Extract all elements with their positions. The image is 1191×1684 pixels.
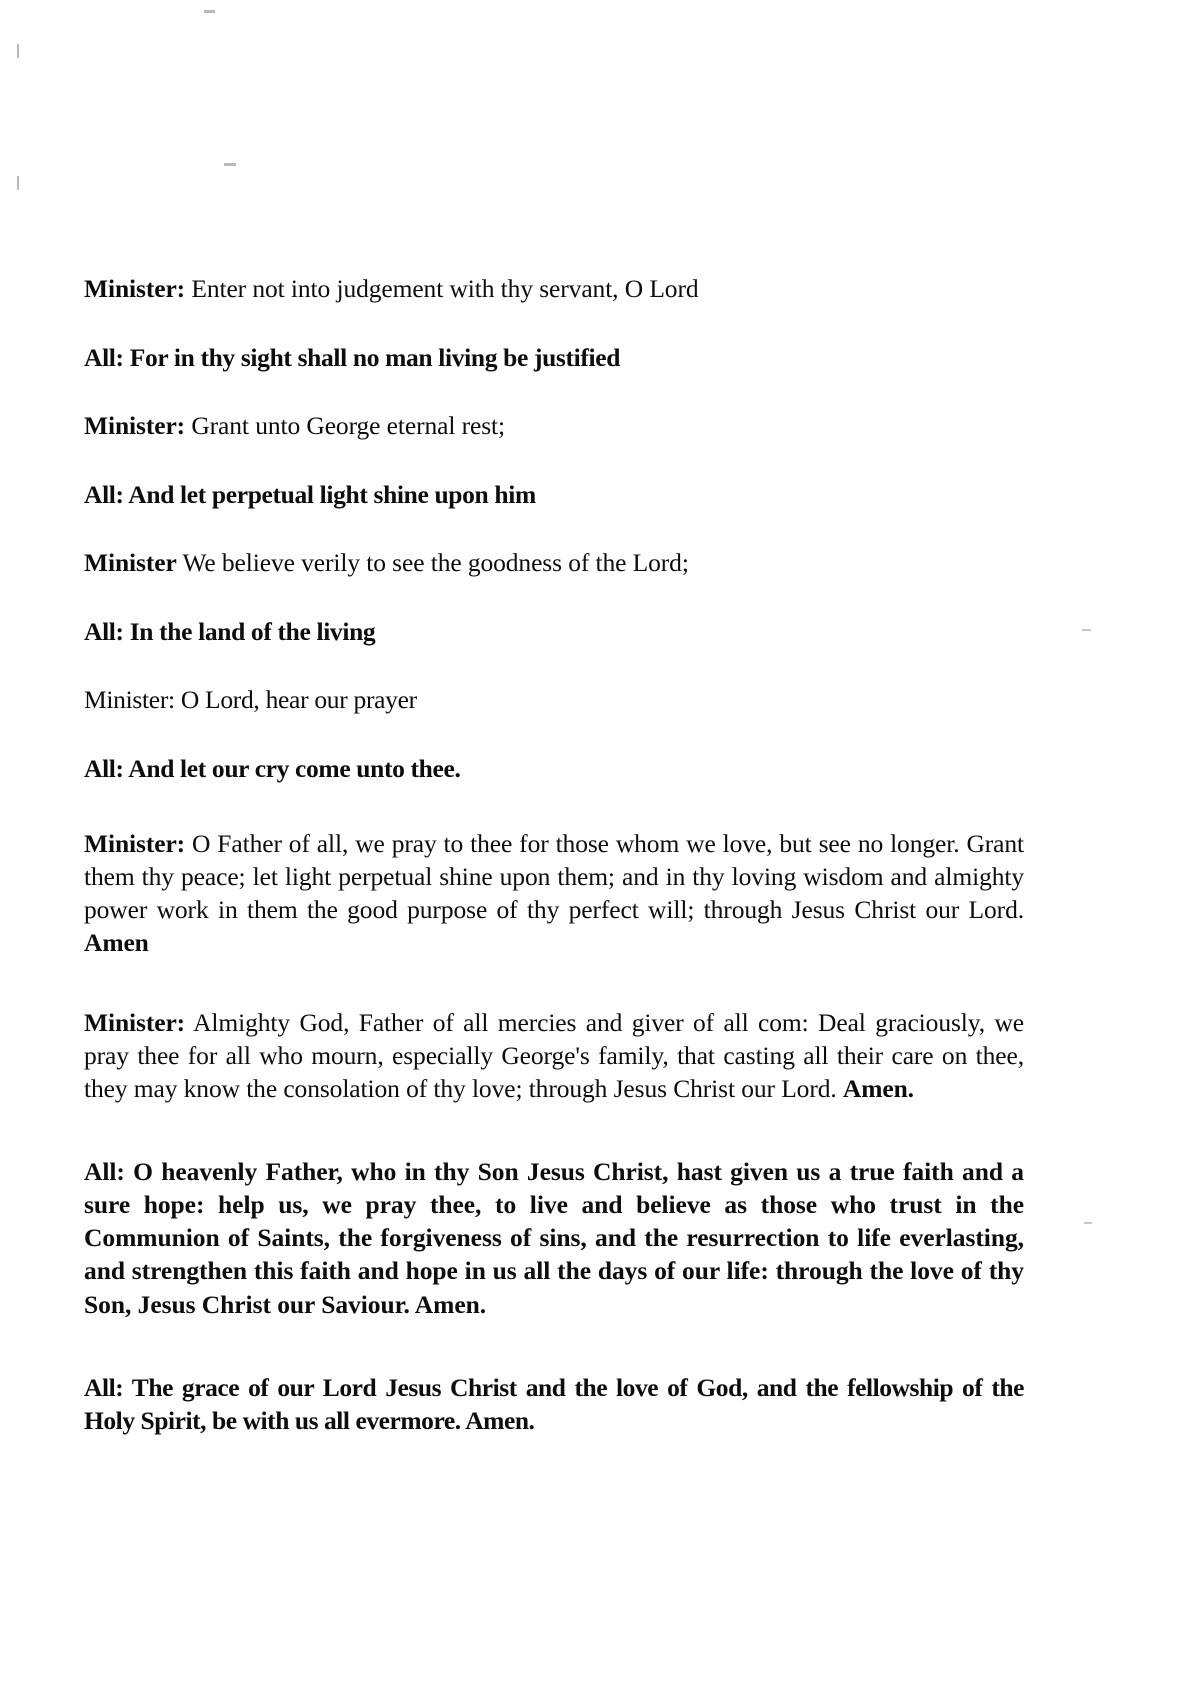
speaker-label-all: All: — [84, 1156, 125, 1186]
response-text: In the land of the living — [123, 616, 376, 646]
speaker-label-all: All: — [84, 753, 124, 783]
speaker-label-minister: Minister: — [84, 1007, 186, 1037]
prayer-paragraph — [84, 1006, 1024, 1105]
response-text: For in thy sight shall no man living be justified — [123, 342, 621, 372]
speaker-label-minister: Minister: — [84, 829, 186, 858]
speaker-label-all: All: — [84, 1372, 124, 1402]
response-text: And let our cry come unto thee. — [123, 753, 461, 783]
response-line — [84, 753, 1024, 783]
versicle-line — [84, 550, 1024, 576]
prayer-paragraph — [84, 1155, 1024, 1321]
speaker-label-all: All: — [84, 616, 124, 646]
speaker-label-all: All: — [84, 479, 124, 509]
prayer-text: Almighty God, Father of all mercies and giver of all com: Deal graciously, we pray thee for all who mourn, especially George's family, that casting all their care on thee, they may know the consolation of thy love; through Jesus Christ our Lord. — [84, 1007, 1024, 1103]
versicle-text: Grant unto George eternal rest; — [185, 411, 505, 440]
amen-closing: Amen — [84, 928, 149, 958]
speaker-label-minister: Minister: — [84, 411, 186, 440]
prayer-text: O Father of all, we pray to thee for those whom we love, but see no longer. Grant them thy peace; let light perpetual shine upon them; and in thy loving wisdom and almighty power work in them the good purpose of thy perfect will; through Jesus Christ our Lord. — [84, 829, 1024, 925]
speaker-label-minister: Minister: — [84, 274, 186, 303]
speaker-label-all: All: — [84, 342, 124, 372]
prayer-text: O heavenly Father, who in thy Son Jesus Christ, hast given us a true faith and a sure hope: help us, we pray thee, to live and believe as those who trust in the Communion of Saints, the forgiveness of sins, and the resurrection to life everlasting, and strengthen this faith and hope in us all the days of our life: through the love of thy Son, Jesus Christ our Saviour. Amen. — [84, 1156, 1024, 1319]
versicle-text: O Lord, hear our prayer — [174, 685, 417, 714]
scan-artifact-mark — [224, 163, 236, 166]
scan-artifact-mark — [1082, 629, 1091, 631]
response-text: And let perpetual light shine upon him — [123, 479, 536, 509]
speaker-label-minister: Minister: — [84, 685, 175, 714]
versicle-text: We believe verily to see the goodness of the Lord; — [176, 548, 689, 577]
versicle-line — [84, 276, 1024, 302]
versicle-text: Enter not into judgement with thy servant, O Lord — [185, 274, 699, 303]
response-line — [84, 342, 1024, 372]
response-line — [84, 479, 1024, 509]
prayer-paragraph — [84, 827, 1024, 960]
scan-artifact-mark — [17, 44, 19, 58]
versicle-line — [84, 413, 1024, 439]
scan-artifact-mark — [1084, 1222, 1092, 1224]
prayer-text: The grace of our Lord Jesus Christ and the love of God, and the fellowship of the Holy Spirit, be with us all evermore. Amen. — [84, 1372, 1024, 1435]
speaker-label-minister: Minister — [84, 548, 177, 577]
prayer-paragraph — [84, 1371, 1024, 1437]
scan-artifact-mark — [204, 10, 215, 13]
versicle-line — [84, 687, 1024, 713]
scan-artifact-mark — [17, 176, 19, 190]
response-line — [84, 616, 1024, 646]
liturgy-body — [84, 276, 1024, 1437]
amen-closing: Amen. — [842, 1073, 914, 1103]
